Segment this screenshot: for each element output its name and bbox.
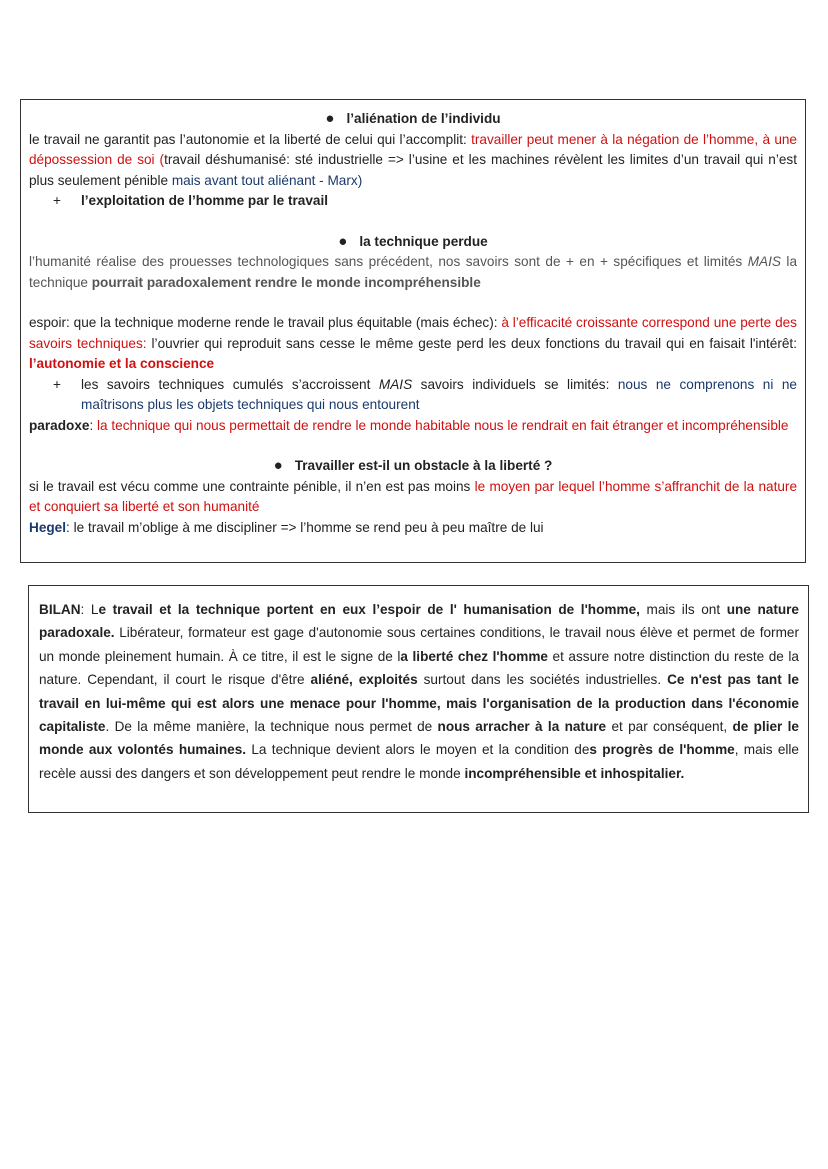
heading-technique: ● la technique perdue [338,232,488,250]
notes-box [20,99,806,563]
list-item-savoirs: + les savoirs techniques cumulés s’accroissent MAIS savoirs individuels se limités: nous ne comprenons ni ne maîtrisons plus les objets techniques qui nous entourent [53,376,797,412]
paragraph-liberte: si le travail est vécu comme une contrainte pénible, il n’en est pas moins le moyen par lequel l’homme s’affranchit de la nature et conquiert sa liberté et son humanité [29,478,798,514]
paragraph-technique: l’humanité réalise des prouesses technologiques sans précédent, nos savoirs sont de + en + spécifiques et limités MAIS la technique pourrait paradoxalement rendre le monde incompréhensible [29,254,798,290]
paragraph-paradoxe: paradoxe: la technique qui nous permettait de rendre le monde habitable nous le rendrait en fait étranger et incompréhensible [29,417,789,433]
bullet-icon: ● [273,457,283,474]
heading-liberte: ● Travailler est-il un obstacle à la liberté ? [273,457,553,474]
list-item-exploitation: + l’exploitation de l’homme par le travail [53,193,329,208]
paragraph-espoir: espoir: que la technique moderne rende le travail plus équitable (mais échec): à l’efficacité croissante correspond une perte des savoirs techniques: l’ouvrier qui reproduit sans cesse le même geste perd les deux fonctions du travail qui en faisait l'intérêt: l’autonomie et la conscience [29,315,797,371]
heading-alienation: ● l’aliénation de l’individu [325,110,501,127]
paragraph-alienation: le travail ne garantit pas l’autonomie et la liberté de celui qui l’accomplit: travailler peut mener à la négation de l’homme, à une dépossession de soi (travail déshumanisé: sté industrielle => l’usine et les machines révèlent les limites d’un travail qui n’est plus seulement pénible mais avant tout aliénant - Marx) [29,131,797,188]
bullet-icon: ● [325,110,335,127]
paragraph-hegel: Hegel: le travail m’oblige à me discipliner => l’homme se rend peu à peu maître de lui [29,519,544,535]
bilan-box [28,585,809,813]
bilan-paragraph: BILAN: Le travail et la technique portent en eux l’espoir de l' humanisation de l'homme, mais ils ont une nature paradoxale. Libérateur, formateur est gage d'autonomie sous certaines conditions, le travail nous élève et permet de former un monde pleinement humain. À ce titre, il est le signe de la liberté chez l'homme et assure notre distinction du reste de la nature. Cependant, il court le risque d'être aliéné, exploités surtout dans les sociétés industrielles. Ce n'est pas tant le travail en lui-même qui est alors une menace pour l'homme, mais l'organisation de la production dans l'économie capitaliste. De la même manière, la technique nous permet de nous arracher à la nature et par conséquent, de plier le monde aux volontés humaines. La technique devient alors le moyen et la condition des progrès de l'homme, mais elle recèle aussi des dangers et son développement peut rendre le monde incompréhensible et inhospitalier. [39,602,799,781]
bullet-icon: ● [338,232,348,250]
